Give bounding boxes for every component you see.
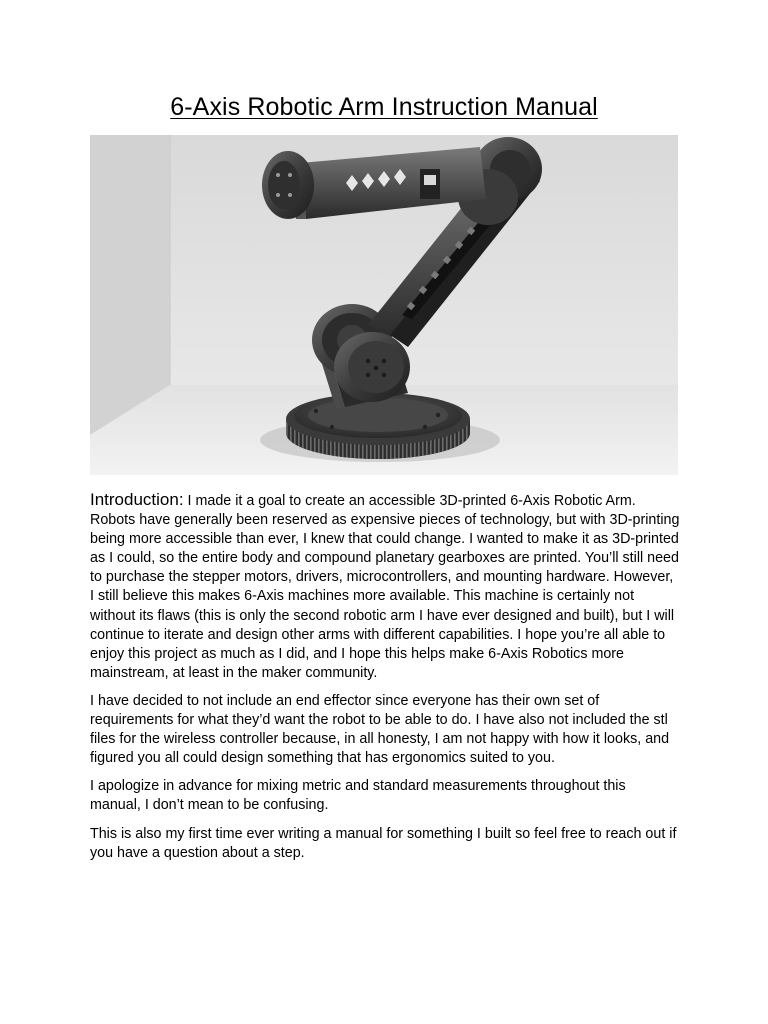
intro-text: I made it a goal to create an accessible 3D-printed 6-Axis Robotic Arm. Robots have generally been reserved as expensive pieces of technology, but with 3D-printing being more accessible than ever, I knew that could change. I wanted to make it as 3D-printed as I could, so the entire body and compound planetary gearboxes are printed. You’ll still need to purchase the stepper motors, drivers, microcontrollers, and mounting hardware. However, I still believe this makes 6-Axis machines more available. This machine is certainly not without its flaws (this is only the second robotic arm I have ever designed and built), but I will continue to iterate and design other arms with different capabilities. I hope you’re all able to enjoy this project as much as I did, and I hope this helps make 6-Axis Robotics more mainstream, at least in the maker community. [90, 493, 680, 681]
page-title: 6-Axis Robotic Arm Instruction Manual [170, 93, 598, 121]
end-effector-paragraph: I have decided to not include an end effector since everyone has their own set of requirements for what they’d want the robot to be able to do. I have also not included the stl files for the wireless controller because, in all honesty, I am not happy with how it looks, and figured you all could design something that has ergonomics suited to you. [90, 692, 670, 767]
intro-paragraph [90, 490, 680, 683]
body-text [90, 490, 680, 872]
first-manual-paragraph: This is also my first time ever writing a manual for something I built so feel free to reach out if you have a question about a step. [90, 825, 677, 861]
measurements-paragraph: I apologize in advance for mixing metric and standard measurements throughout this manual, I don’t mean to be confusing. [90, 778, 626, 814]
robotic-arm-render [90, 135, 678, 475]
intro-heading: Introduction: [90, 490, 184, 509]
